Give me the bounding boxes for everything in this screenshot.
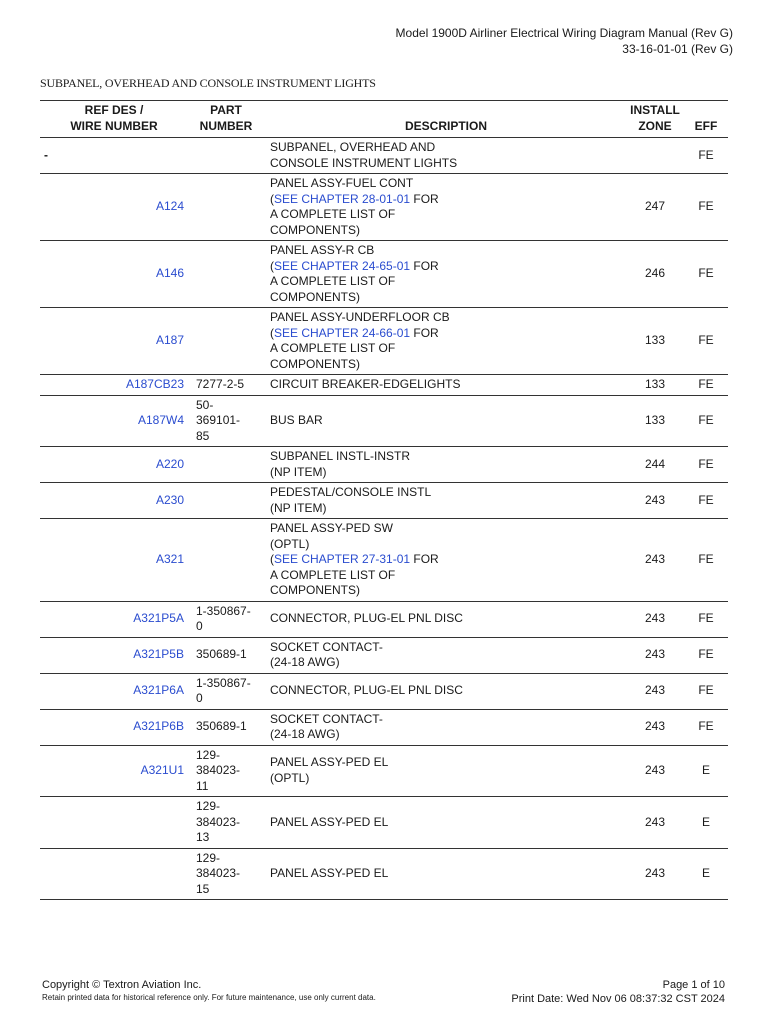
part-number-line: 384023- <box>196 814 241 829</box>
install-zone-cell: 133 <box>626 308 684 375</box>
description-line: PANEL ASSY-PED EL <box>270 814 389 829</box>
ref-des-link[interactable]: A187CB23 <box>125 377 184 391</box>
part-number-cell <box>192 637 260 673</box>
table-row <box>40 745 728 797</box>
table-row <box>40 519 728 602</box>
part-number-line: 350689-1 <box>196 647 247 662</box>
install-zone-cell: 243 <box>626 483 684 519</box>
table-row <box>40 375 728 396</box>
eff-cell: FE <box>684 447 728 483</box>
description-cell <box>260 375 626 396</box>
description-line: PANEL ASSY-PED SW <box>270 521 393 535</box>
install-zone-header: INSTALL ZONE <box>626 101 684 138</box>
description-line <box>270 326 622 342</box>
table-row <box>40 709 728 745</box>
footer-right <box>511 978 725 1006</box>
parts-table <box>40 100 728 900</box>
for-text: FOR <box>410 325 439 340</box>
table-row <box>40 174 728 241</box>
description-line: SOCKET CONTACT- <box>270 711 383 726</box>
ref-des-cell <box>40 745 192 797</box>
table-row <box>40 673 728 709</box>
table-row <box>40 797 728 849</box>
part-number-header: PART NUMBER <box>192 101 260 138</box>
part-number-cell <box>192 797 260 849</box>
part-number-line: 369101- <box>196 413 241 427</box>
part-number-cell <box>192 673 260 709</box>
part-number-line: 15 <box>196 881 210 896</box>
description-line: COMPONENTS) <box>270 222 360 237</box>
description-line <box>270 259 622 275</box>
description-line: A COMPLETE LIST OF <box>270 274 396 288</box>
ref-des-cell <box>40 601 192 637</box>
description-cell <box>260 174 626 241</box>
ref-des-cell <box>40 375 192 396</box>
part-number-line: 129- <box>196 799 221 813</box>
ref-des-cell <box>40 308 192 375</box>
part-number-line: 384023- <box>196 763 241 777</box>
footer-left <box>42 978 376 1004</box>
install-zone-cell: 243 <box>626 519 684 602</box>
part-number-cell <box>192 745 260 797</box>
install-zone-cell: 246 <box>626 241 684 308</box>
part-number-line: 0 <box>196 619 203 633</box>
ref-des-link[interactable]: A321P6A <box>133 683 184 698</box>
ref-des-link[interactable]: A321 <box>155 552 184 566</box>
description-cell <box>260 138 626 174</box>
part-number-cell <box>192 601 260 637</box>
part-number-cell <box>192 241 260 308</box>
part-number-line: 1-350867- <box>196 675 251 690</box>
description-line: (NP ITEM) <box>270 464 327 479</box>
description-line: COMPONENTS) <box>270 356 360 371</box>
eff-cell: E <box>684 848 728 900</box>
install-zone-cell: 243 <box>626 601 684 637</box>
part-number-cell <box>192 395 260 447</box>
table-row <box>40 395 728 447</box>
description-line: BUS BAR <box>270 413 323 427</box>
see-chapter-link[interactable]: SEE CHAPTER 28-01-01 <box>274 191 411 206</box>
description-line: PEDESTAL/CONSOLE INSTL <box>270 485 432 499</box>
eff-header: EFF <box>684 101 728 138</box>
description-line: CIRCUIT BREAKER-EDGELIGHTS <box>270 377 461 391</box>
install-zone-cell: 244 <box>626 447 684 483</box>
ref-des-cell <box>40 138 192 174</box>
description-line: PANEL ASSY-UNDERFLOOR CB <box>270 310 450 324</box>
description-cell <box>260 601 626 637</box>
install-zone-cell: 133 <box>626 375 684 396</box>
ref-des-cell <box>40 519 192 602</box>
part-number-line: 13 <box>196 830 210 844</box>
description-line: CONNECTOR, PLUG-EL PNL DISC <box>270 611 463 626</box>
part-number-line: 7277-2-5 <box>196 377 245 391</box>
table-row <box>40 637 728 673</box>
eff-cell: E <box>684 745 728 797</box>
description-line: (OPTL) <box>270 536 310 551</box>
ref-des-link[interactable]: A321U1 <box>140 763 184 777</box>
description-line: COMPONENTS) <box>270 289 360 304</box>
manual-title: Model 1900D Airliner Electrical Wiring Diagram Manual (Rev G) <box>395 26 733 40</box>
table-header-row <box>40 101 728 138</box>
for-text: FOR <box>410 191 439 206</box>
eff-cell: FE <box>684 709 728 745</box>
eff-cell: FE <box>684 601 728 637</box>
ref-des-link[interactable]: A230 <box>155 492 184 507</box>
install-zone-cell <box>626 138 684 174</box>
description-line: (24-18 AWG) <box>270 655 340 669</box>
ref-des-cell <box>40 673 192 709</box>
part-number-line: 50- <box>196 397 214 412</box>
table-row <box>40 308 728 375</box>
install-zone-cell: 243 <box>626 709 684 745</box>
ref-des-cell <box>40 395 192 447</box>
description-cell <box>260 709 626 745</box>
ref-des-link[interactable]: A321P6B <box>133 719 184 734</box>
part-number-cell <box>192 709 260 745</box>
ref-des-link[interactable]: A124 <box>155 199 184 214</box>
description-line: A COMPLETE LIST OF <box>270 207 396 221</box>
paren-open: ( <box>270 258 274 273</box>
description-line: (OPTL) <box>270 770 310 785</box>
description-cell <box>260 395 626 447</box>
eff-cell: FE <box>684 483 728 519</box>
ref-des-link[interactable]: A187W4 <box>137 413 184 427</box>
eff-cell: FE <box>684 241 728 308</box>
ref-des-cell <box>40 447 192 483</box>
see-chapter-link[interactable]: SEE CHAPTER 27-31-01 <box>274 552 411 566</box>
see-chapter-link[interactable]: SEE CHAPTER 24-66-01 <box>274 325 411 340</box>
table-row <box>40 601 728 637</box>
part-number-cell <box>192 447 260 483</box>
install-zone-cell: 243 <box>626 797 684 849</box>
eff-cell: FE <box>684 308 728 375</box>
description-header: DESCRIPTION <box>260 101 626 138</box>
description-line: A COMPLETE LIST OF <box>270 567 396 582</box>
eff-cell: FE <box>684 519 728 602</box>
ref-des-cell <box>40 637 192 673</box>
document-number: 33-16-01-01 (Rev G) <box>622 42 733 56</box>
install-zone-cell: 243 <box>626 673 684 709</box>
paren-open: ( <box>270 325 274 340</box>
for-text: FOR <box>410 552 439 566</box>
part-number-cell <box>192 308 260 375</box>
part-number-line: 1-350867- <box>196 603 251 618</box>
part-number-line: 129- <box>196 747 221 762</box>
description-line: PANEL ASSY-R CB <box>270 243 375 257</box>
description-cell <box>260 483 626 519</box>
part-number-line: 0 <box>196 691 203 705</box>
eff-cell: FE <box>684 375 728 396</box>
description-line: PANEL ASSY-PED EL <box>270 755 389 770</box>
description-cell <box>260 637 626 673</box>
section-title: SUBPANEL, OVERHEAD AND CONSOLE INSTRUMENT LIGHTS <box>40 76 376 90</box>
install-zone-cell: 247 <box>626 174 684 241</box>
description-line: COMPONENTS) <box>270 583 360 597</box>
eff-cell: FE <box>684 637 728 673</box>
description-line: CONNECTOR, PLUG-EL PNL DISC <box>270 683 463 698</box>
eff-cell: FE <box>684 174 728 241</box>
eff-cell: FE <box>684 395 728 447</box>
ref-des-link[interactable]: A321P5B <box>133 647 184 662</box>
install-zone-cell: 243 <box>626 637 684 673</box>
description-cell <box>260 797 626 849</box>
description-line: A COMPLETE LIST OF <box>270 341 396 355</box>
ref-des-link[interactable]: A146 <box>155 266 184 281</box>
ref-des-header: REF DES / WIRE NUMBER <box>40 101 192 138</box>
description-line: (24-18 AWG) <box>270 727 340 741</box>
part-number-line: 129- <box>196 850 221 865</box>
table-row <box>40 848 728 900</box>
description-cell <box>260 241 626 308</box>
description-line: SUBPANEL INSTL-INSTR <box>270 449 411 463</box>
eff-cell: E <box>684 797 728 849</box>
install-zone-cell: 243 <box>626 848 684 900</box>
description-line: PANEL ASSY-PED EL <box>270 866 389 880</box>
paren-open: ( <box>270 552 274 566</box>
table-row <box>40 138 728 174</box>
description-cell <box>260 745 626 797</box>
description-line: PANEL ASSY-FUEL CONT <box>270 176 414 190</box>
description-cell <box>260 447 626 483</box>
part-number-line: 350689-1 <box>196 719 247 734</box>
ref-des-cell <box>40 241 192 308</box>
see-chapter-link[interactable]: SEE CHAPTER 24-65-01 <box>274 258 411 273</box>
ref-des-link[interactable]: A321P5A <box>133 611 184 626</box>
ref-des-cell <box>40 797 192 849</box>
part-number-line: 384023- <box>196 866 241 880</box>
ref-des-link[interactable]: A220 <box>155 456 184 471</box>
copyright: Copyright © Textron Aviation Inc. <box>42 979 202 991</box>
description-line: SUBPANEL, OVERHEAD AND <box>270 140 436 154</box>
description-cell <box>260 673 626 709</box>
part-number-cell <box>192 138 260 174</box>
part-number-cell <box>192 174 260 241</box>
ref-des-cell <box>40 709 192 745</box>
eff-cell: FE <box>684 673 728 709</box>
part-number-cell <box>192 375 260 396</box>
table-row <box>40 483 728 519</box>
description-line: CONSOLE INSTRUMENT LIGHTS <box>270 155 458 170</box>
install-zone-cell: 133 <box>626 395 684 447</box>
description-cell <box>260 848 626 900</box>
part-number-line: 85 <box>196 428 210 443</box>
parts-table-body <box>40 138 728 900</box>
description-line: SOCKET CONTACT- <box>270 639 383 654</box>
table-row <box>40 241 728 308</box>
document-header <box>396 25 733 57</box>
part-number-cell <box>192 848 260 900</box>
paren-open: ( <box>270 191 274 206</box>
install-zone-cell: 243 <box>626 745 684 797</box>
part-number-cell <box>192 483 260 519</box>
ref-des-link[interactable]: A187 <box>155 333 184 348</box>
description-cell <box>260 519 626 602</box>
description-line <box>270 192 622 208</box>
part-number-cell <box>192 519 260 602</box>
retain-note: Retain printed data for historical reference only. For future maintenance, use only current data. <box>42 993 376 1002</box>
page-number: Page 1 of 10 <box>662 979 725 991</box>
description-line <box>270 552 622 568</box>
part-number-line: 11 <box>196 778 209 793</box>
eff-cell: FE <box>684 138 728 174</box>
ref-des-cell <box>40 483 192 519</box>
description-cell <box>260 308 626 375</box>
ref-des-text: - <box>44 147 48 162</box>
for-text: FOR <box>410 258 439 273</box>
ref-des-cell <box>40 174 192 241</box>
ref-des-cell <box>40 848 192 900</box>
table-row <box>40 447 728 483</box>
print-date: Print Date: Wed Nov 06 08:37:32 CST 2024 <box>511 993 725 1005</box>
description-line: (NP ITEM) <box>270 500 327 515</box>
